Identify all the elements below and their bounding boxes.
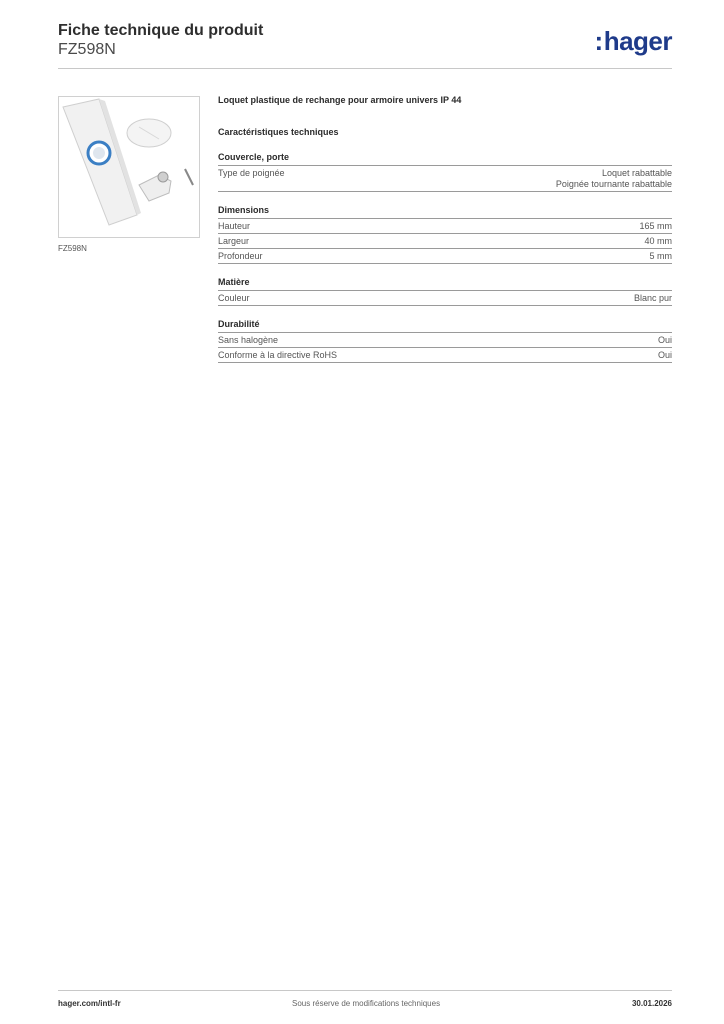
spec-label: Profondeur — [218, 251, 263, 261]
spec-value: Loquet rabattable Poignée tournante rabattable — [555, 168, 672, 189]
spec-label: Largeur — [218, 236, 250, 246]
spec-row — [218, 333, 672, 348]
spec-group-durabilite — [218, 319, 672, 363]
header — [58, 22, 672, 59]
group-title: Couvercle, porte — [218, 152, 672, 166]
spec-label: Hauteur — [218, 221, 251, 231]
product-description: Loquet plastique de rechange pour armoire univers IP 44 — [218, 95, 462, 105]
spec-label: Couleur — [218, 293, 250, 303]
footer-disclaimer: Sous réserve de modifications techniques — [292, 999, 441, 1008]
spec-value: 165 mm — [639, 221, 672, 231]
footer-divider — [58, 990, 672, 991]
spec-value: Oui — [657, 350, 672, 360]
group-title: Dimensions — [218, 205, 672, 219]
spec-section — [218, 95, 672, 363]
group-title: Matière — [218, 277, 672, 291]
hager-logo: :hager — [594, 26, 672, 56]
spec-value: 5 mm — [649, 251, 672, 261]
footer-date: 30.01.2026 — [631, 999, 672, 1008]
spec-row — [218, 219, 672, 234]
spec-label: Conforme à la directive RoHS — [218, 350, 338, 360]
group-title: Durabilité — [218, 319, 672, 333]
spec-row — [218, 348, 672, 363]
header-divider — [58, 68, 672, 69]
spec-row — [218, 249, 672, 264]
product-image — [58, 96, 200, 238]
spec-group-matiere — [218, 277, 672, 306]
footer-website-link[interactable]: hager.com/intl-fr — [58, 999, 121, 1008]
spec-value: Oui — [657, 335, 672, 345]
product-reference: FZ598N — [58, 41, 116, 58]
spec-label: Type de poignée — [218, 168, 285, 178]
spec-value: Blanc pur — [633, 293, 672, 303]
spec-value: 40 mm — [644, 236, 672, 246]
spec-row — [218, 166, 672, 192]
spec-group-dimensions — [218, 205, 672, 264]
spec-group-couvercle — [218, 152, 672, 192]
page-title: Fiche technique du produit — [58, 22, 264, 39]
spec-row — [218, 234, 672, 249]
spec-heading: Caractéristiques techniques — [218, 127, 339, 137]
spec-row — [218, 291, 672, 306]
image-caption: FZ598N — [58, 244, 87, 253]
spec-label: Sans halogène — [218, 335, 279, 345]
